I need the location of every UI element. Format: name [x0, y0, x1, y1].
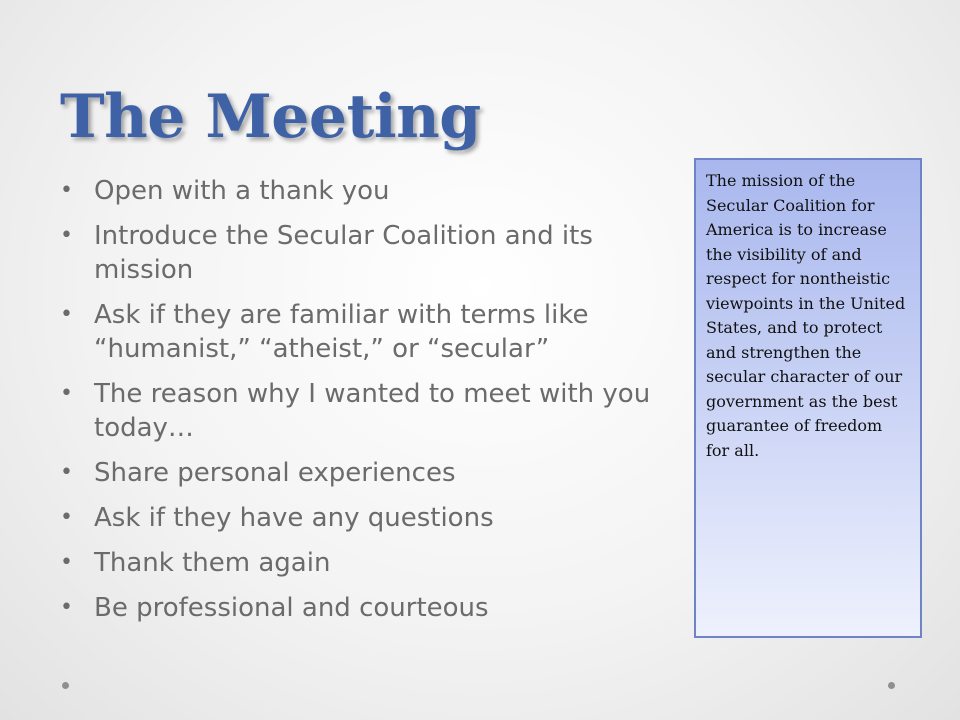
- bullet-item: • Ask if they have any questions: [60, 501, 680, 535]
- bullet-list: [60, 174, 680, 636]
- decorative-dot-left: [62, 682, 69, 689]
- bullet-item: • Ask if they are familiar with terms like “humanist,” “atheist,” or “secular”: [60, 298, 680, 366]
- bullet-item: • Introduce the Secular Coalition and its mission: [60, 219, 680, 287]
- bullet-item: • The reason why I wanted to meet with you today…: [60, 377, 680, 445]
- bullet-item: • Be professional and courteous: [60, 591, 680, 625]
- mission-statement-box: The mission of the Secular Coalition for America is to increase the visibility of and respect for nontheistic viewpoints in the United States, and to protect and strengthen the secular character of our government as the best guarantee of freedom for all.: [694, 158, 922, 638]
- bullet-item: • Share personal experiences: [60, 456, 680, 490]
- bullet-item: • Thank them again: [60, 546, 680, 580]
- decorative-dot-right: [888, 682, 895, 689]
- slide-title: The Meeting: [60, 82, 481, 152]
- bullet-item: • Open with a thank you: [60, 174, 680, 208]
